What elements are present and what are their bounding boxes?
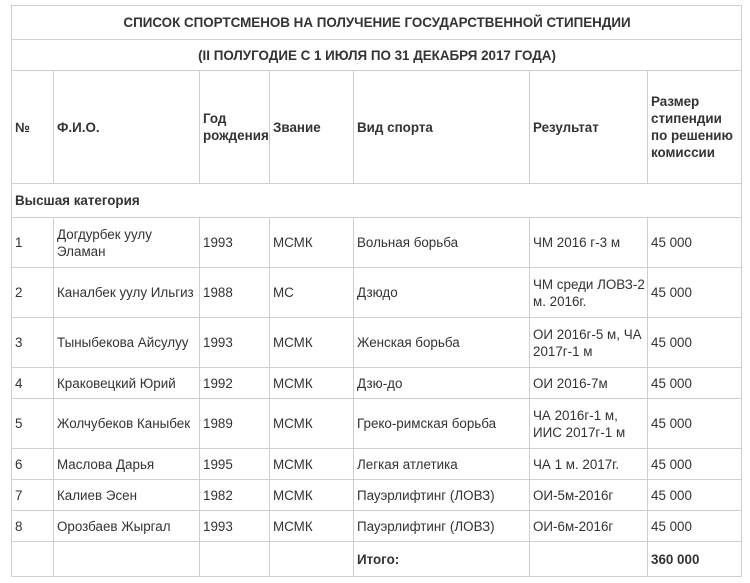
row-year: 1988 [200,268,270,318]
row-rank: МСМК [270,399,354,449]
row-num: 6 [12,449,54,480]
row-result: ЧМ 2016 г-3 м [530,218,648,268]
table-row [12,268,742,318]
header-amount: Размер стипендии по решению комиссии [648,71,742,184]
row-rank: МСМК [270,449,354,480]
table-row [12,368,742,399]
row-year: 1982 [200,480,270,511]
header-row [12,71,742,184]
row-result: ЧА 2016г-1 м, ИИС 2017г-1 м [530,399,648,449]
row-year: 1992 [200,368,270,399]
category-label: Высшая категория [12,184,742,218]
row-year: 1993 [200,218,270,268]
row-name: Калиев Эсен [54,480,200,511]
total-value: 360 000 [648,542,742,577]
row-year: 1989 [200,399,270,449]
table-row [12,480,742,511]
total-empty-cell [200,542,270,577]
row-name: Краковецкий Юрий [54,368,200,399]
header-name: Ф.И.О. [54,71,200,184]
total-empty-cell [54,542,200,577]
row-name: Маслова Дарья [54,449,200,480]
header-year: Год рождения [200,71,270,184]
row-num: 2 [12,268,54,318]
row-num: 1 [12,218,54,268]
table-row [12,449,742,480]
row-rank: МСМК [270,218,354,268]
total-row [12,542,742,577]
row-sport: Пауэрлифтинг (ЛОВЗ) [354,480,530,511]
total-empty-cell [530,542,648,577]
row-result: ЧА 1 м. 2017г. [530,449,648,480]
header-num: № [12,71,54,184]
row-amount: 45 000 [648,399,742,449]
row-amount: 45 000 [648,368,742,399]
row-sport: Вольная борьба [354,218,530,268]
table-row [12,511,742,542]
header-result: Результат [530,71,648,184]
row-sport: Дзюдо [354,268,530,318]
row-result: ОИ 2016-7м [530,368,648,399]
total-empty-cell [270,542,354,577]
table-subtitle: (II ПОЛУГОДИЕ С 1 ИЮЛЯ ПО 31 ДЕКАБРЯ 2017 ГОДА) [12,40,742,71]
row-name: Каналбек уулу Ильгиз [54,268,200,318]
header-rank: Звание [270,71,354,184]
table-title: СПИСОК СПОРТСМЕНОВ НА ПОЛУЧЕНИЕ ГОСУДАРСТВЕННОЙ СТИПЕНДИИ [12,6,742,40]
row-sport: Легкая атлетика [354,449,530,480]
row-amount: 45 000 [648,511,742,542]
total-empty-cell [12,542,54,577]
row-rank: МСМК [270,511,354,542]
row-name: Догдурбек уулу Эламан [54,218,200,268]
title-row [12,6,742,40]
stipend-table [11,5,742,577]
row-num: 7 [12,480,54,511]
row-result: ОИ-6м-2016г [530,511,648,542]
row-num: 5 [12,399,54,449]
table-row [12,399,742,449]
row-amount: 45 000 [648,318,742,368]
row-num: 8 [12,511,54,542]
row-result: ОИ-5м-2016г [530,480,648,511]
row-year: 1995 [200,449,270,480]
row-num: 3 [12,318,54,368]
row-rank: МСМК [270,318,354,368]
row-amount: 45 000 [648,480,742,511]
category-row [12,184,742,218]
table-row [12,218,742,268]
row-result: ОИ 2016г-5 м, ЧА 2017г-1 м [530,318,648,368]
row-sport: Греко-римская борьба [354,399,530,449]
row-amount: 45 000 [648,218,742,268]
row-num: 4 [12,368,54,399]
row-rank: МСМК [270,368,354,399]
row-sport: Пауэрлифтинг (ЛОВЗ) [354,511,530,542]
row-name: Жолчубеков Каныбек [54,399,200,449]
row-name: Тыныбекова Айсулуу [54,318,200,368]
row-rank: МСМК [270,480,354,511]
row-year: 1993 [200,511,270,542]
row-result: ЧМ среди ЛОВЗ-2 м. 2016г. [530,268,648,318]
row-amount: 45 000 [648,449,742,480]
row-sport: Женская борьба [354,318,530,368]
row-name: Орозбаев Жыргал [54,511,200,542]
header-sport: Вид спорта [354,71,530,184]
table-row [12,318,742,368]
row-sport: Дзю-до [354,368,530,399]
row-year: 1993 [200,318,270,368]
subtitle-row [12,40,742,71]
row-amount: 45 000 [648,268,742,318]
row-rank: МС [270,268,354,318]
total-label: Итого: [354,542,530,577]
